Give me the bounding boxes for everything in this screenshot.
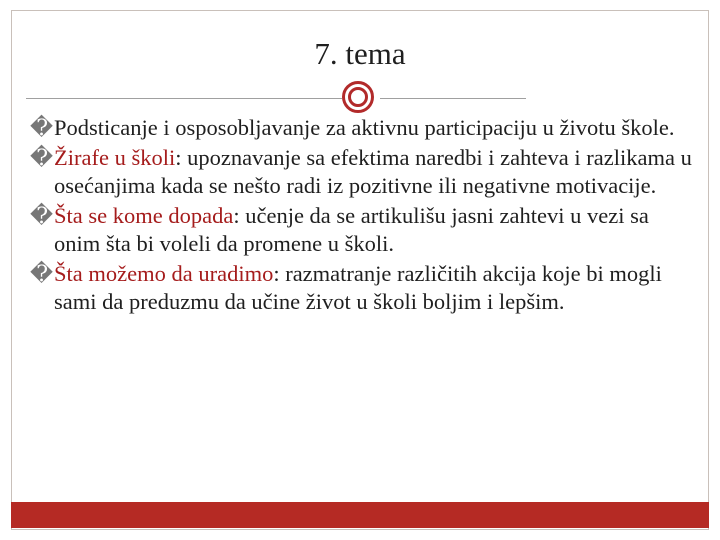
bullet-marker-icon: � [30, 145, 54, 170]
bullet-item [30, 114, 700, 142]
bullet-item [30, 202, 700, 258]
title-divider-left [26, 98, 342, 99]
circle-ornament-icon [342, 81, 374, 113]
bullet-highlight: Šta se kome dopada [54, 203, 234, 228]
bullet-text: : učenje da se artikulišu jasni zahtevi u vezi sa onim šta bi voleli da promene u školi. [54, 203, 649, 256]
bullet-item [30, 260, 700, 316]
footer-bar [11, 502, 709, 528]
bullet-marker-icon: � [30, 115, 54, 140]
bullet-item [30, 144, 700, 200]
bullet-text: : razmatranje različitih akcija koje bi mogli sami da preduzmu da učine život u školi boljim i lepšim. [54, 261, 662, 314]
bullet-text: : upoznavanje sa efektima naredbi i zahteva i razlikama u osećanjima kada se nešto radi iz pozitivne ili negativne motivacije. [54, 145, 692, 198]
bullet-marker-icon: � [30, 203, 54, 228]
title-divider-right [380, 98, 526, 99]
slide-title: 7. tema [314, 36, 406, 71]
bullet-highlight: Žirafe u školi [54, 145, 176, 170]
bullet-text: Podsticanje i osposobljavanje za aktivnu participaciju u životu škole. [54, 115, 675, 140]
bullet-marker-icon: � [30, 261, 54, 286]
bullet-highlight: Šta možemo da uradimo [54, 261, 274, 286]
bullet-list [30, 114, 700, 318]
